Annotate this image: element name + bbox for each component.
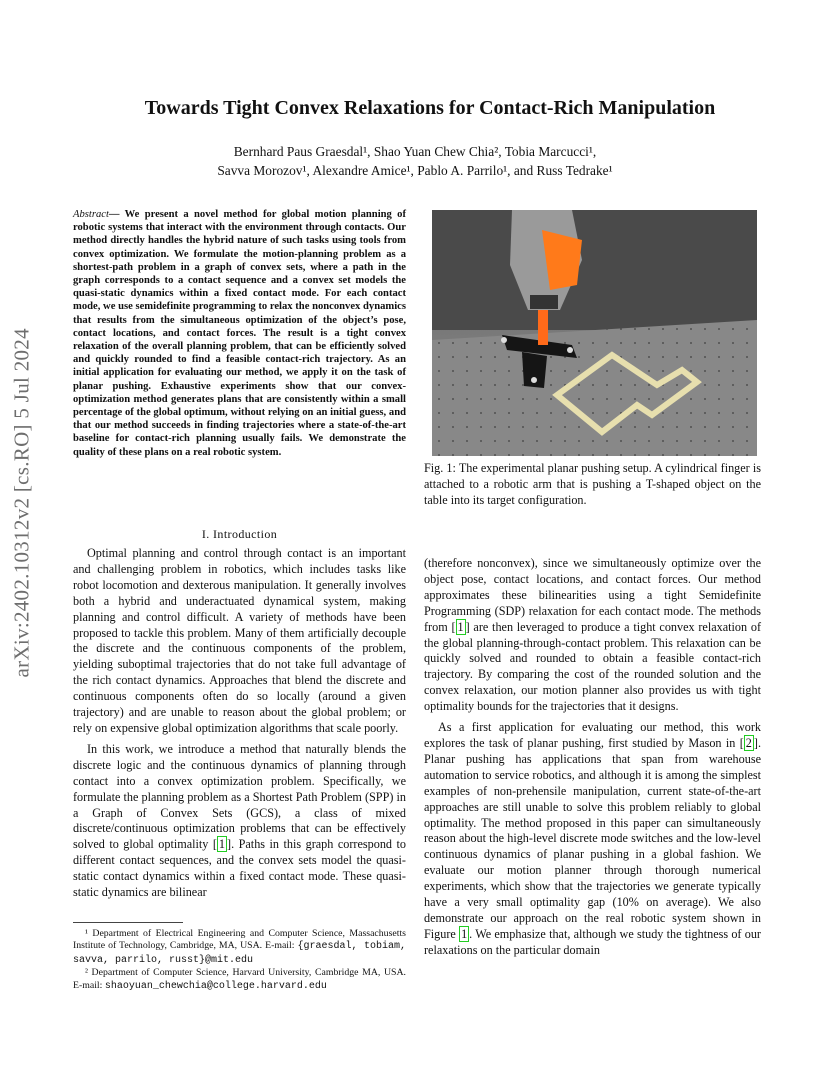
arxiv-stamp: arXiv:2402.10312v2 [cs.RO] 5 Jul 2024 [9, 328, 34, 678]
robot-pushing-photo [432, 210, 757, 456]
footnote-2: ² Department of Computer Science, Harvard University, Cambridge MA, USA. E-mail: shaoyuan_chewchia@college.harvard.edu [73, 967, 406, 992]
abstract-text: — We present a novel method for global motion planning of robotic systems that interact with the environment through contacts. Our method directly handles the hybrid nature of such tasks using tools from convex optimization. We formulate the motion-planning problem as a shortest-path problem in a graph of convex sets, where a path in the graph corresponds to a contact sequence and a convex set models the quasi-static dynamics within a fixed contact mode. For each contact mode, we use semidefinite programming to relax the nonconvex dynamics that results from the simultaneous optimization of the object’s pose, contact locations, and contact forces. The result is a tight convex relaxation of the overall planning problem, that can be efficiently solved and quickly rounded to find a feasible contact-rich trajectory. As an initial application for evaluating our method, we apply it on the task of planar pushing. Exhaustive experiments show that our convex-optimization method generates plans that are consistently within a small percentage of the global optimum, without relying on an initial guess, and that our method succeeds in finding trajectories where a state-of-the-art baseline for contact-rich planning usually fails. We demonstrate the quality of these plans on a real robotic system. [73, 209, 406, 458]
email-mit: {graesdal, tobiam, savva, parrilo, russt}@mit.edu [73, 941, 406, 966]
citation-link[interactable]: 1 [457, 619, 464, 634]
citation-link[interactable]: 1 [218, 837, 226, 852]
right-paragraph-2: As a first application for evaluating our method, this work explores the task of planar pushing, first studied by Mason in [ 2 ]. Planar pushing has applications that span from warehouse automation to service robotics, and although it is among the simplest examples of non-prehensile manipulation, current state-of-the-art approaches are still unable to solve this problem reliably to global optimality. The method proposed in this paper can simultaneously reason about the high-level discrete mode switches and the low-level continuous dynamics of planar pushing in a global fashion. We evaluate our motion planner through thorough numerical experiments, which show that the trajectories we generate typically have a very small optimality gap (10% on average). We also demonstrate our approach on the real robotic system shown in Figure 1 . We emphasize that, although we study the tightness of our relaxations on the particular domain [424, 720, 761, 957]
section-heading: I. Introduction [201, 527, 278, 541]
right-paragraph-1: (therefore nonconvex), since we simultaneously optimize over the object pose, contact locations, and contact forces. Our method approximates these bilinearities using a tight Semidefinite Programming (SDP) relaxation for each contact mode. The methods from [ 1 ] are then leveraged to produce a tight convex relaxation of the global planning-through-contact problem. This relaxation can be quickly solved and rounded to obtain a feasible contact-rich trajectory. By comparing the cost of the rounded solution and the convex relaxation, our motion planner also provides us with tight optimality bounds for the trajectories that it designs. [424, 556, 762, 714]
footnote-1: ¹ Department of Electrical Engineering and Computer Science, Massachusetts Institute of Technology, Cambridge, MA, USA. E-mail: {graesdal, tobiam, savva, parrilo, russt}@mit.edu [73, 928, 406, 966]
intro-paragraph-1: Optimal planning and control through contact is an important and challenging problem in robotics, which includes tasks like robot locomotion and dexterous manipulation. It generally involves both a hybrid and underactuated dynamical system, making planning and control difficult. A variety of methods have been proposed to tackle this problem. Many of them artificially decouple the discrete and the continuous components of the problem, yielding suboptimal trajectories that do not take full advantage of the rich contact dynamics. Approaches that blend the discrete and continuous components often do so locally (around a given trajectory) and are unable to reason about the global problem; or rely on expensive global optimization algorithms that scale poorly. [73, 546, 406, 735]
paper-title: Towards Tight Convex Relaxations for Contact-Rich Manipulation [144, 97, 716, 119]
author-line-2: Savva Morozov¹, Alexandre Amice¹, Pablo A. Parrilo¹, and Russ Tedrake¹ [217, 163, 613, 178]
footnotes [73, 928, 406, 993]
intro-paragraph-2: In this work, we introduce a method that naturally blends the discrete logic and the continuous dynamics of planning through contact into a convex optimization problem. Specifically, we formulate the planning problem as a Shortest Path Problem (SPP) in a Graph of Convex Sets (GCS), a class of mixed discrete/continuous optimization problems that can be effectively solved to global optimality [ 1 ]. Paths in this graph correspond to different contact sequences, and the convex sets model the quasi-static contact dynamics within a fixed contact mode. These quasi-static dynamics are bilinear [73, 741, 406, 900]
author-line-1: Bernhard Paus Graesdal¹, Shao Yuan Chew Chia², Tobia Marcucci¹, [233, 144, 597, 159]
right-column [424, 556, 761, 959]
left-column [73, 546, 406, 901]
abstract-label: Abstract [73, 209, 109, 220]
figure-1-caption: Fig. 1: The experimental planar pushing setup. A cylindrical finger is attached to a robotic arm that is pushing a T-shaped object on the table into its target configuration. [424, 461, 761, 507]
citation-link[interactable]: 2 [745, 735, 752, 750]
email-harvard: shaoyuan_chewchia@college.harvard.edu [104, 980, 327, 992]
figure-1-photo [432, 210, 757, 456]
footnote-rule [73, 922, 183, 923]
abstract [73, 208, 406, 459]
author-list [90, 142, 740, 180]
figure-link[interactable]: 1 [461, 926, 468, 941]
